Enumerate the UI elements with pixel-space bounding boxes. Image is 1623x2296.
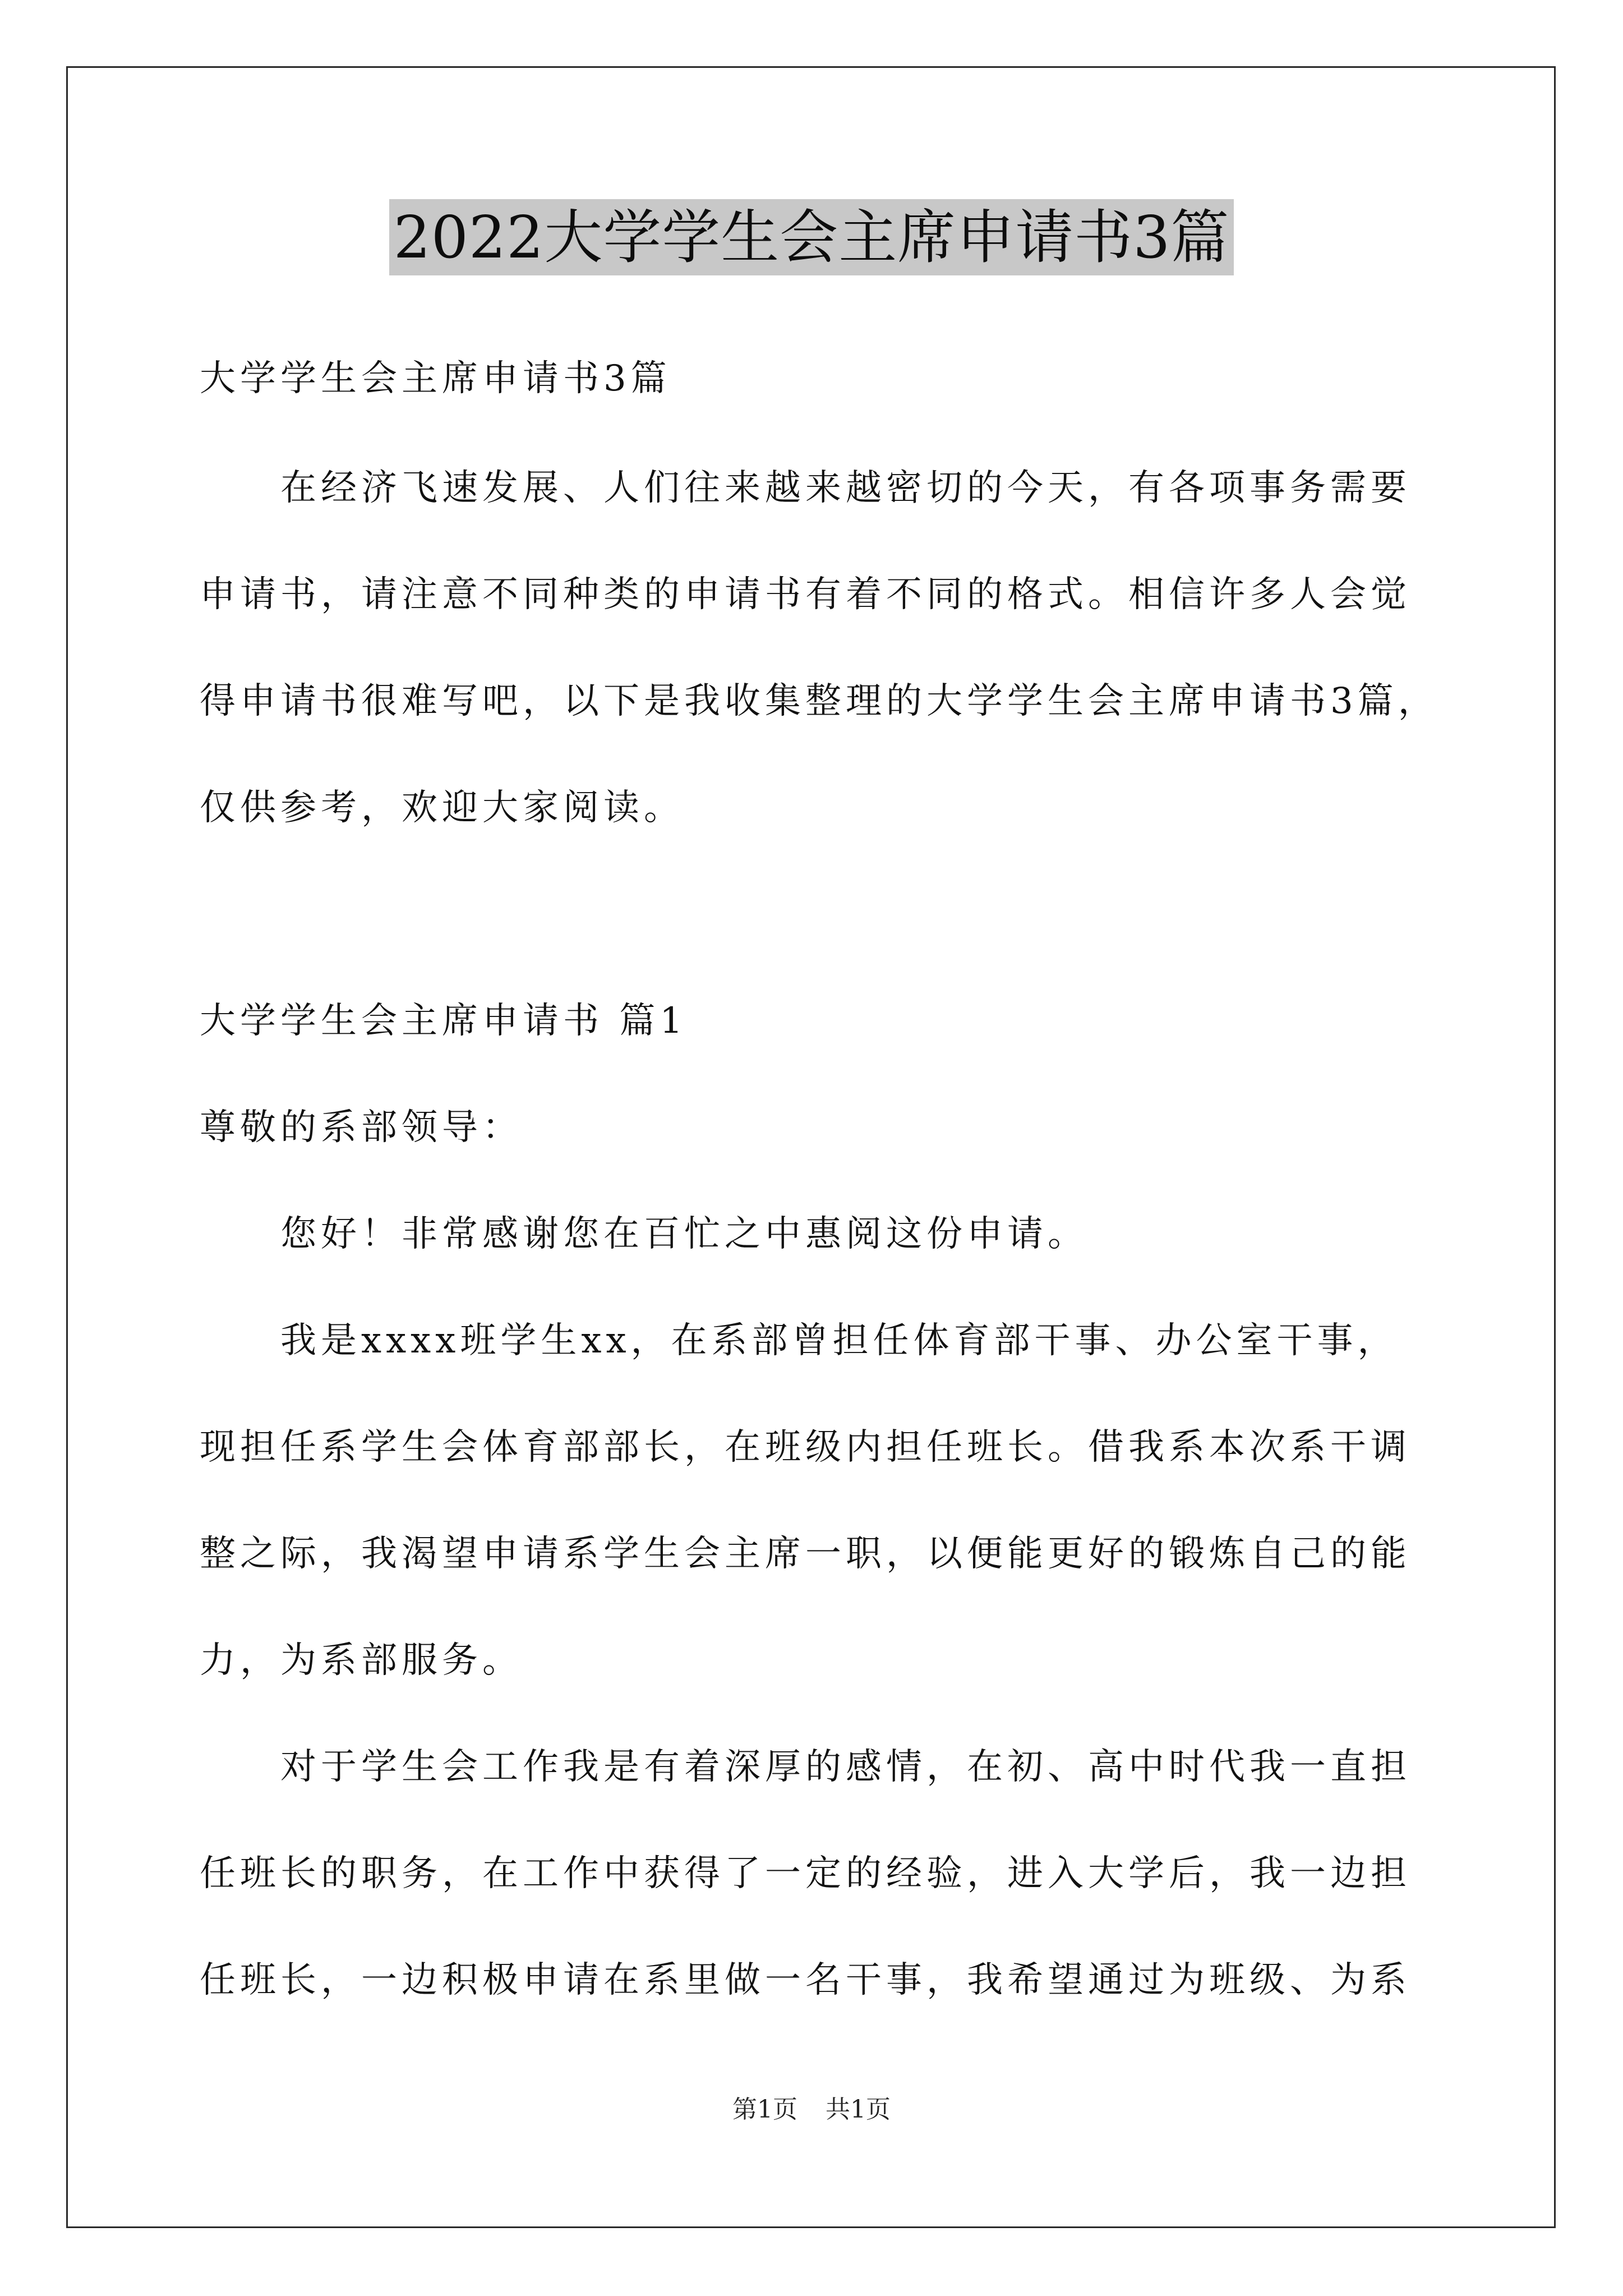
intro-line: 仅供参考，欢迎大家阅读。 — [200, 787, 684, 829]
intro-line: 申请书，请注意不同种类的申请书有着不同的格式。相信许多人会觉 — [200, 574, 1411, 615]
greeting: 您好！非常感谢您在百忙之中惠阅这份申请。 — [280, 1213, 1088, 1255]
intro-line: 得申请书很难写吧，以下是我收集整理的大学学生会主席申请书3篇， — [200, 680, 1438, 722]
page-total: 共1页 — [826, 2095, 891, 2124]
intro-line: 在经济飞速发展、人们往来越来越密切的今天，有各项事务需要 — [280, 467, 1411, 509]
body-line: 我是xxxx班学生xx，在系部曾担任体育部干事、办公室干事， — [280, 1320, 1398, 1361]
salutation: 尊敬的系部领导： — [200, 1107, 523, 1148]
body-line: 力，为系部服务。 — [200, 1640, 523, 1681]
title-container — [0, 199, 1623, 275]
page-number: 第1页 — [732, 2095, 797, 2124]
section-heading: 大学学生会主席申请书 篇1 — [200, 1000, 688, 1042]
body-line: 整之际，我渴望申请系学生会主席一职，以便能更好的锻炼自己的能 — [200, 1533, 1411, 1575]
document-title: 2022大学学生会主席申请书3篇 — [389, 199, 1234, 275]
body-line: 任班长的职务，在工作中获得了一定的经验，进入大学后，我一边担 — [200, 1853, 1411, 1894]
page-footer — [0, 2094, 1623, 2125]
document-subtitle: 大学学生会主席申请书3篇 — [200, 358, 671, 399]
body-line: 对于学生会工作我是有着深厚的感情，在初、高中时代我一直担 — [280, 1746, 1411, 1788]
body-line: 现担任系学生会体育部部长，在班级内担任班长。借我系本次系干调 — [200, 1427, 1411, 1468]
body-line: 任班长，一边积极申请在系里做一名干事，我希望通过为班级、为系 — [200, 1959, 1411, 2001]
